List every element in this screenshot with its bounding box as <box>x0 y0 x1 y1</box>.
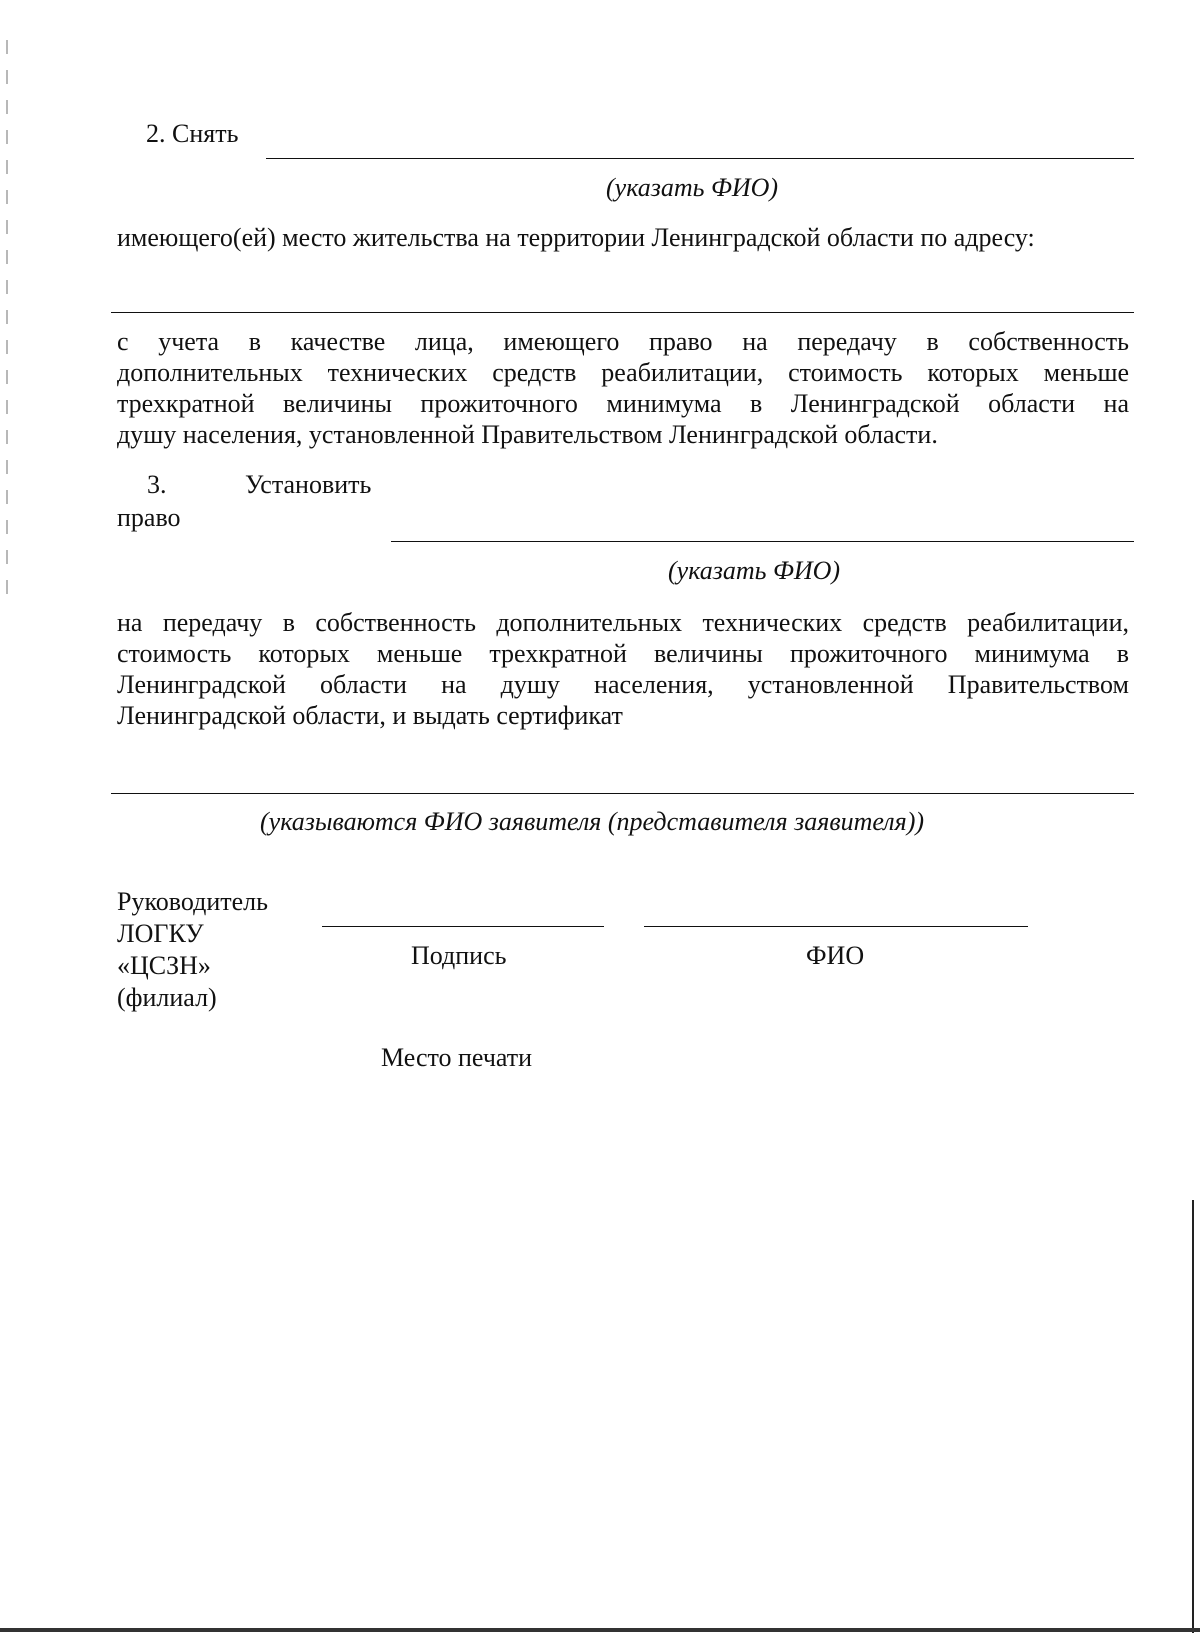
item3-fio-line <box>391 541 1134 542</box>
item2-label: 2. Снять <box>146 119 239 148</box>
item3-right-word: право <box>117 503 181 532</box>
item2-paragraph <box>117 326 1129 450</box>
item3-para-line: на передачу в собственность дополнительных технических средств реабилитации, <box>117 608 1129 637</box>
item2-residence: имеющего(ей) место жительства на территории Ленинградской области по адресу: <box>117 223 1035 252</box>
scan-bottom-edge <box>0 1628 1200 1632</box>
role-line: (филиал) <box>117 983 217 1012</box>
role-line: ЛОГКУ <box>117 919 204 948</box>
item2-para-line: трехкратной величины прожиточного минимума в Ленинградской области на <box>117 389 1129 418</box>
scan-right-edge <box>1192 1200 1194 1633</box>
item3-fio-hint: (указать ФИО) <box>668 556 841 585</box>
item3-para-line: Ленинградской области, и выдать сертификат <box>117 701 623 730</box>
item2-para-line: душу населения, установленной Правительством Ленинградской области. <box>117 420 938 449</box>
role-line: «ЦСЗН» <box>117 951 211 980</box>
item2-fio-line <box>266 158 1134 159</box>
fio-line <box>644 926 1028 927</box>
item2-address-line <box>111 312 1134 313</box>
fio-label: ФИО <box>806 941 865 970</box>
stamp-label: Место печати <box>381 1043 533 1072</box>
item2-fio-hint: (указать ФИО) <box>606 173 779 202</box>
scan-left-edge <box>6 40 8 600</box>
item3-para-line: Ленинградской области на душу населения, установленной Правительством <box>117 670 1129 699</box>
item3-paragraph <box>117 607 1129 731</box>
item2-para-line: с учета в качестве лица, имеющего право на передачу в собственность <box>117 327 1129 356</box>
applicant-line <box>111 793 1134 794</box>
item3-verb: Установить <box>245 470 372 499</box>
item2-para-line: дополнительных технических средств реабилитации, стоимость которых меньше <box>117 358 1129 387</box>
item3-number: 3. <box>147 470 167 499</box>
role-line: Руководитель <box>117 887 268 916</box>
signature-line <box>322 926 604 927</box>
applicant-hint: (указываются ФИО заявителя (представителя заявителя)) <box>260 807 925 836</box>
item3-para-line: стоимость которых меньше трехкратной величины прожиточного минимума в <box>117 639 1129 668</box>
signature-label: Подпись <box>411 941 507 970</box>
